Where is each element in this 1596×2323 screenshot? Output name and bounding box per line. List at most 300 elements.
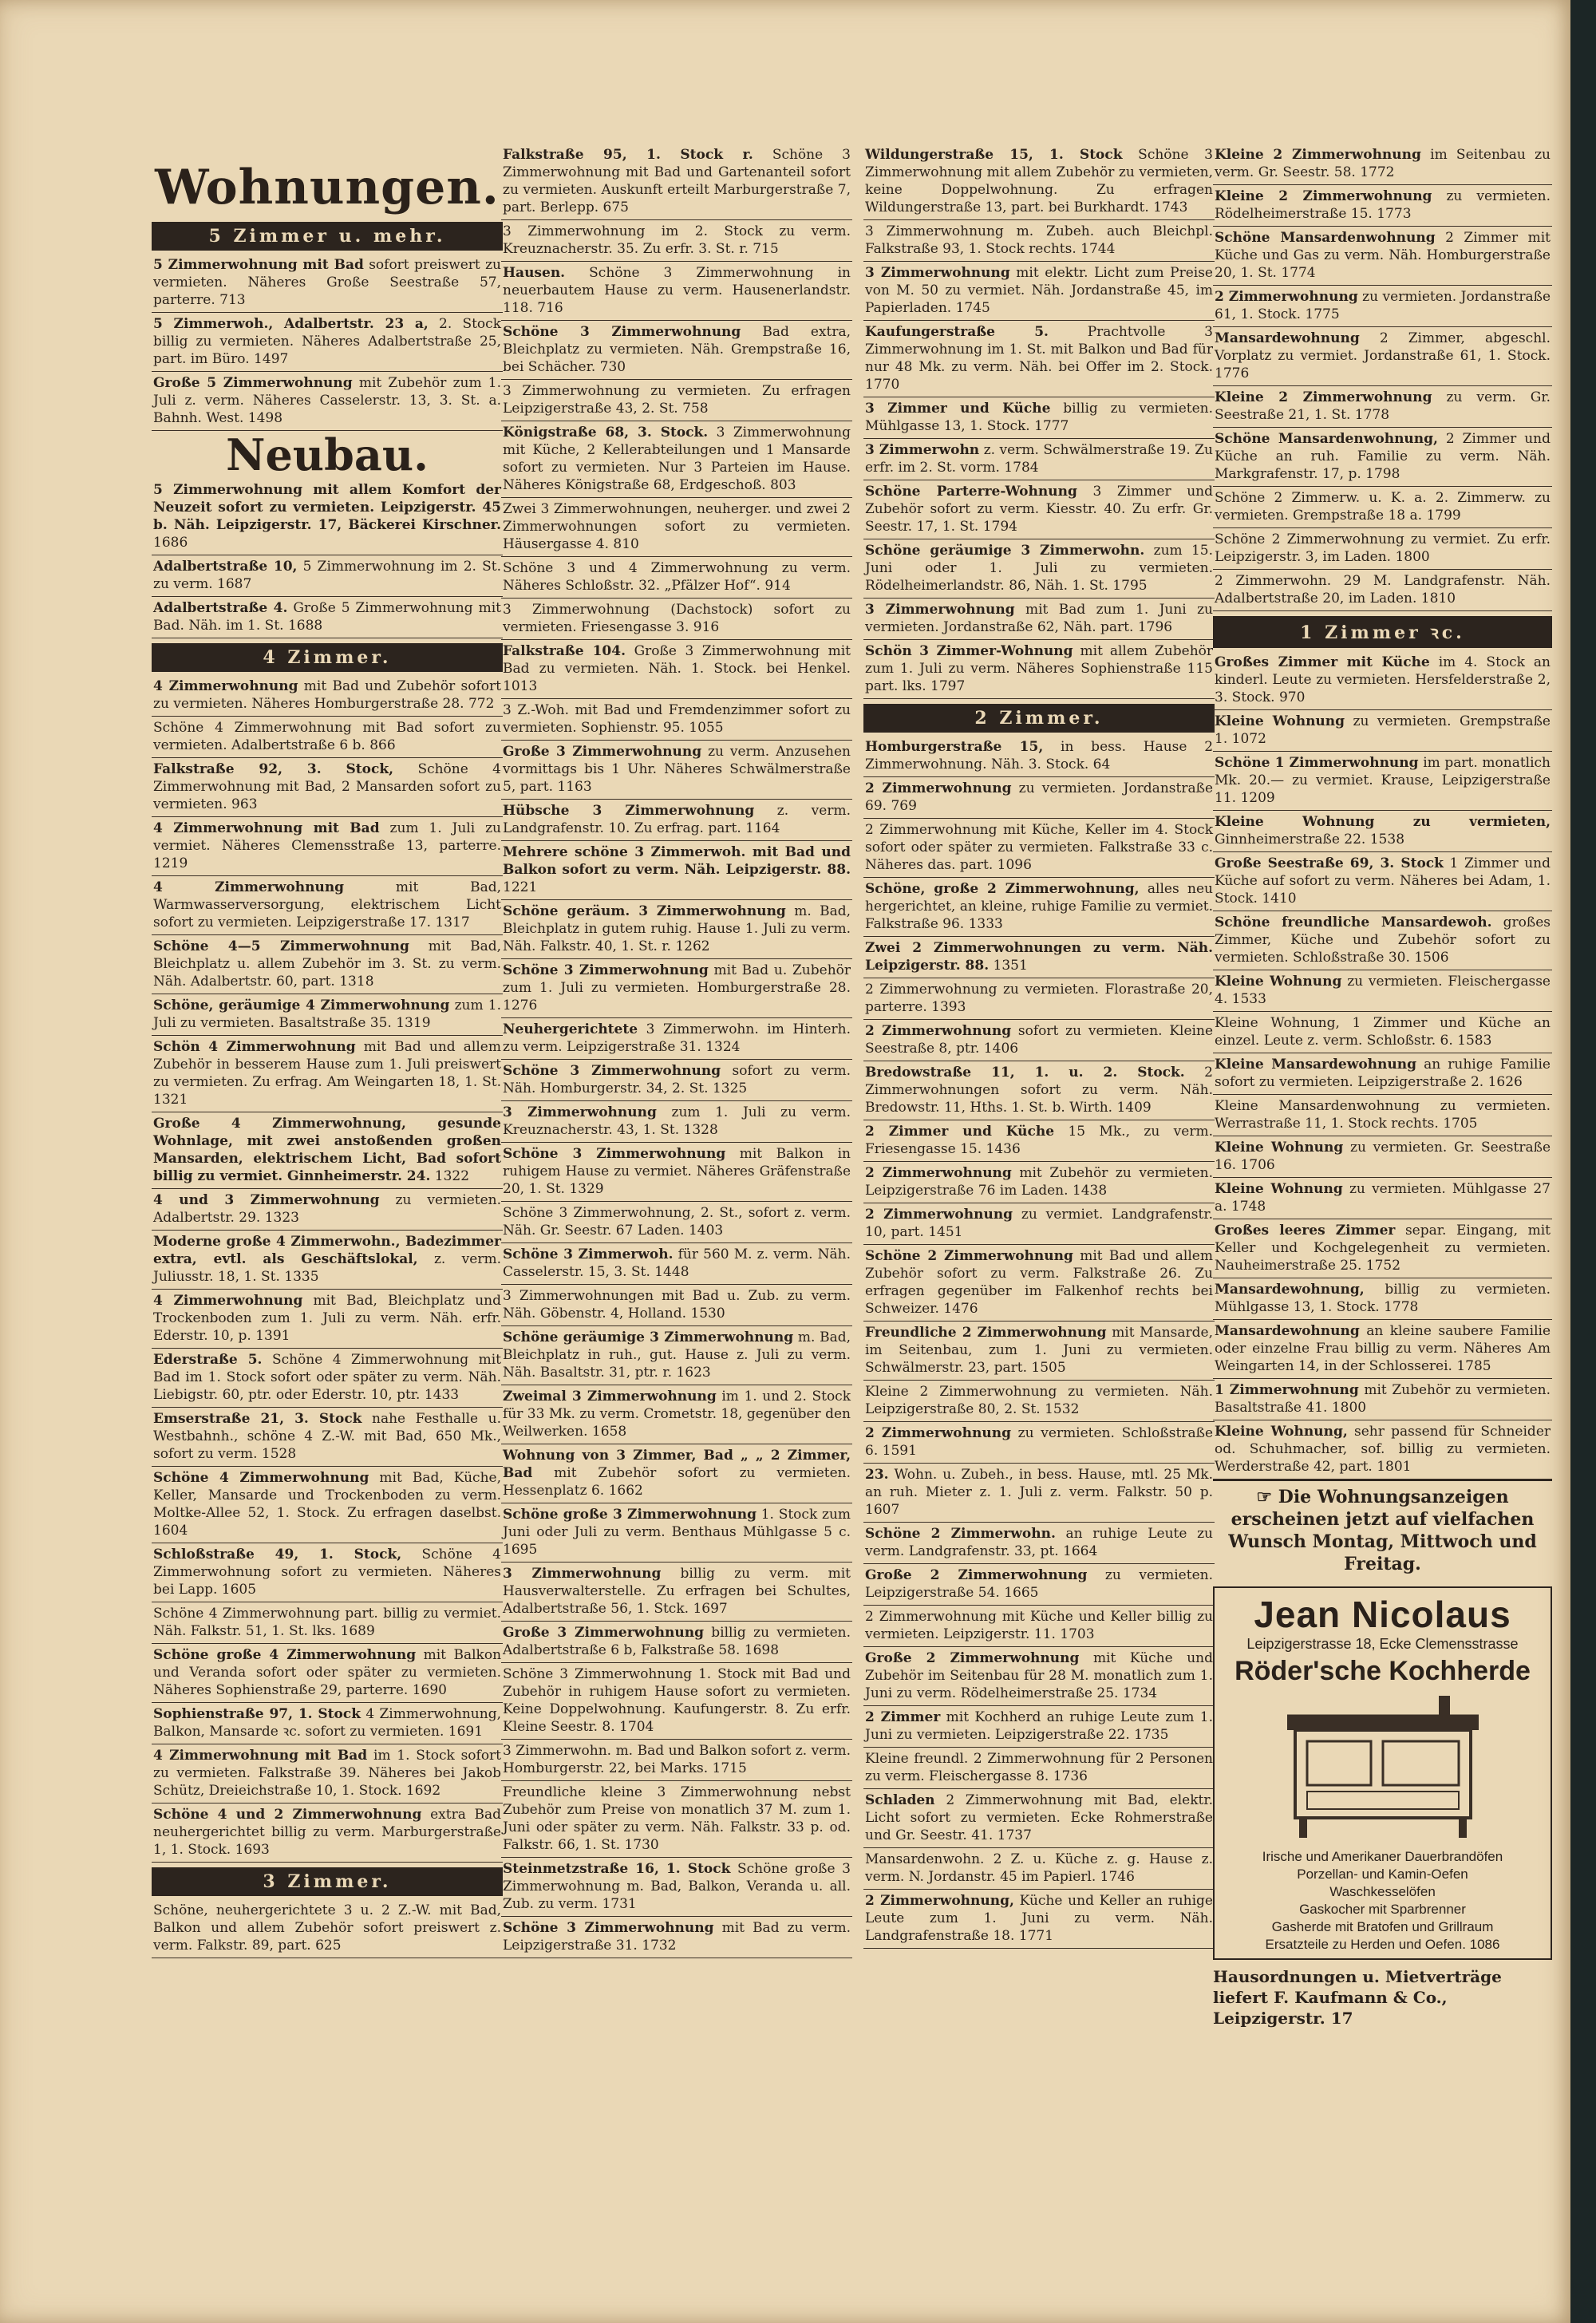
listing-heading: Schöne geräum. 3 Zimmerwohnung [503,903,786,919]
listing-text: Kleine freundl. 2 Zimmerwohnung für 2 Personen zu verm. Fleischergasse 8. 1736 [865,1751,1213,1784]
listing-text: m. Bad, Bleichplatz in ruh., gut. Hause z. Juli zu verm. Näh. Basaltstr. 31, ptr. r. 1623 [503,1329,851,1381]
ad-company-name: Jean Nicolaus [1254,1594,1511,1635]
listing-heading: 2 Zimmerwohnung [1215,289,1358,305]
listing [152,1644,503,1703]
listing-heading: Falkstraße 95, 1. Stock r. [503,147,753,163]
listing [863,1245,1215,1322]
listing-heading: Kleine Wohnung, [1215,1424,1348,1440]
listing [152,1543,503,1602]
listing-text: großes Zimmer, Küche und Zubehör sofort zu vermieten. Schloßstraße 30. 1506 [1215,915,1551,966]
advertisement-jean-nicolaus [1213,1586,1552,1960]
listing [1213,327,1552,386]
listing [863,439,1215,480]
listing-heading: Kleine Wohnung [1215,974,1342,990]
listing-heading: 23. [865,1467,889,1483]
listing-text: billig zu vermieten. Mühlgasse 13, 1. Stock. 1778 [1215,1282,1551,1315]
listing [863,819,1215,878]
listing-heading: Emserstraße 21, 3. Stock [153,1411,362,1427]
listing [152,1744,503,1803]
listing [863,1061,1215,1120]
listing-text: 3 Zimmerwohn. im Hinterh. zu verm. Leipzigerstraße 31. 1324 [503,1021,851,1055]
listing-text: Schöne 2 Zimmerw. u. K. a. 2. Zimmerw. zu vermieten. Grempstraße 18 a. 1799 [1215,490,1551,523]
listing [501,800,852,841]
listing-text: zu vermieten. Rödelheimerstraße 15. 1773 [1215,188,1551,222]
ads-neubau [152,479,503,638]
listing-text: extra Bad neuhergerichtet billig zu verm. Marburgerstraße 1, 1. Stock. 1693 [153,1807,502,1858]
listing-text: 3 Zimmerwohnungen mit Bad u. Zub. zu verm. Näh. Göbenstr. 4, Holland. 1530 [503,1288,851,1322]
listing [152,717,503,758]
section-header-5-zimmer: 5 Zimmer u. mehr. [152,222,503,251]
listing [863,220,1215,262]
listing-heading: 2 Zimmerwohnung [865,1165,1012,1181]
listing [1213,570,1552,611]
listing-heading: Schöne 4 Zimmerwohnung [153,1470,369,1486]
listing-text: mit Mansarde, im Seitenbau, zum 1. Juni zu vermieten. Schwälmerstr. 23, part. 1505 [865,1325,1213,1376]
listing-heading: Zwei 2 Zimmerwohnungen zu verm. Näh. Leipzigerstr. 88. [865,940,1213,974]
listing-text: Schöne 3 Zimmerwohnung, 2. St., sofort z. verm. Näh. Gr. Seestr. 67 Laden. 1403 [503,1205,851,1239]
listing-text: 3 Zimmerwohnung zu vermieten. Zu erfragen Leipzigerstraße 43, 2. St. 758 [503,383,851,417]
ad-line-2: Porzellan- und Kamin-Oefen [1297,1867,1468,1882]
ads-5-zimmer [152,254,503,431]
listing [1213,428,1552,487]
listing-text: mit Bad und allem Zubehör sofort zu verm. Falkstraße 26. Zu erfragen gegenüber im Falkenhof rechts bei Schweizer. 1476 [865,1248,1213,1317]
listing [863,736,1215,777]
ad-line-3: Waschkesselöfen [1329,1884,1436,1899]
column-1 [152,160,503,1958]
listing [863,321,1215,397]
listing [863,1120,1215,1162]
listing [152,555,503,597]
listing-text: mit Bad und allem Zubehör in besserem Hause zum 1. Juli preiswert zu vermieten. Zu erfrag. Am Weingarten 18, 1. St. 1321 [153,1039,501,1108]
listing-heading: Schöne Mansardenwohnung [1215,230,1436,246]
listing-heading: 2 Zimmerwohnung [865,780,1012,796]
listing-text: für 560 M. z. verm. Näh. Casselerstr. 15, 3. St. 1448 [503,1246,851,1280]
listing-text: Schöne 4 Zimmerwohnung part. billig zu vermiet. Näh. Falkstr. 51, 1. St. lks. 1689 [153,1606,501,1639]
listing-text: Schöne 3 Zimmerwohnung 1. Stock mit Bad und Zubehör in ruhigem Hause sofort zu vermieten. Keine Doppelwohnung. Kaufungerstr. 8. Zu erfr. Kleine Seestr. 8. 1704 [503,1666,851,1735]
listing-text: Schöne 4 Zimmerwohnung mit Bad, 2 Mansarden sofort zu vermieten. 963 [153,761,501,812]
listing-text: 1686 [153,535,188,551]
listing-heading: Königstraße 68, 3. Stock. [503,425,709,441]
listing-text: 2 Zimmer, abgeschl. Vorplatz zu vermiet. Jordanstraße 61, 1. Stock. 1776 [1215,330,1551,381]
listing-text: zu vermieten. Schloßstraße 6. 1591 [865,1425,1214,1459]
listing [152,1189,503,1231]
listing [501,1143,852,1202]
listing-heading: 5 Zimmerwohnung mit allem Komfort der Neuzeit sofort zu vermieten. Leipzigerstr. 45 b. Näh. Leipzigerstr. 17, Bäckerei Kirschner. [153,482,501,533]
listing-text: sehr passend für Schneider od. Schuhmacher, sof. billig zu vermieten. Werderstraße 42, part. 1801 [1215,1424,1551,1475]
listing [1213,286,1552,327]
listing-text: 3 Z.-Woh. mit Bad und Fremdenzimmer sofort zu vermieten. Sophienstr. 95. 1055 [503,702,851,736]
listing [1213,528,1552,570]
listing-text: Schöne 4 Zimmerwohnung sofort zu vermieten. Näheres bei Lapp. 1605 [153,1547,501,1598]
listing-text: zu vermieten. Jordanstraße 61, 1. Stock. 1775 [1215,289,1551,322]
listing-text: 5 Zimmerwohnung im 2. St. zu verm. 1687 [153,559,501,592]
listing [501,841,852,900]
listing [501,1917,852,1958]
listing-text: zu verm. Gr. Seestraße 21, 1. St. 1778 [1215,389,1551,423]
listing [1213,487,1552,528]
listing [501,640,852,699]
listing-text: 1221 [503,879,538,895]
listing-heading: Kleine 2 Zimmerwohnung [1215,389,1432,405]
listing [863,1606,1215,1647]
ad-address: Leipzigerstrasse 18, Ecke Clemensstrasse [1246,1636,1519,1652]
listing-heading: Falkstraße 92, 3. Stock, [153,761,394,777]
listing-text: z. verm. Landgrafenstr. 10. Zu erfrag. part. 1164 [503,803,851,836]
listing-text: mit Bad, Warmwasserversorgung, elektrischem Licht sofort zu vermieten. Leipzigerstraße 17. 1317 [153,879,501,930]
listing-text: 1351 [993,958,1028,974]
page-title: Wohnungen. [155,160,500,215]
listing-heading: 3 Zimmerwohnung [503,1104,657,1120]
listing-text: Zwei 3 Zimmerwohnungen, neuherger. und zwei 2 Zimmerwohnungen sofort zu vermieten. Häusergasse 4. 810 [503,501,851,552]
listing [1213,185,1552,227]
listing-heading: Großes leeres Zimmer [1215,1223,1396,1239]
listing [152,372,503,431]
listing-text: mit Kochherd an ruhige Leute zum 1. Juni zu vermieten. Leipzigerstraße 22. 1735 [865,1709,1213,1743]
listing-text: zum 1. Juli zu vermieten. Basaltstraße 35. 1319 [153,998,501,1031]
listing [152,1349,503,1408]
listing-text: mit Zubehör zu vermieten. Basaltstraße 41. 1800 [1215,1382,1551,1416]
listing-heading: Freundliche 2 Zimmerwohnung [865,1325,1107,1341]
listing [863,262,1215,321]
listing-heading: Mehrere schöne 3 Zimmerwoh. mit Bad und Balkon sofort zu verm. Näh. Leipzigerstr. 88. [503,844,851,878]
listing [501,380,852,421]
listing [501,1243,852,1285]
listing-text: zum 1. Juli zu verm. Kreuznacherstr. 43, 1. St. 1328 [503,1104,851,1138]
listing [1213,911,1552,970]
listing-text: zum 1. Juli zu vermiet. Näheres Clemensstraße 13, parterre. 1219 [153,820,501,871]
listing-text: 3 Zimmerwohnung mit Küche, 2 Kellerabteilungen und 1 Mansarde sofort zu vermieten. Nur 3 Parteien im Hause. Näheres Königstraße 68, Erdgeschoß. 803 [503,425,851,493]
listing [501,262,852,321]
listing-heading: 5 Zimmerwohnung mit Bad [153,257,364,273]
listing-heading: 4 und 3 Zimmerwohnung [153,1192,380,1208]
column-2 [501,144,852,1958]
section-header-4-zimmer: 4 Zimmer. [152,643,503,672]
listing-heading: Kleine 2 Zimmerwohnung [1215,147,1421,163]
listing-text: zu vermiet. Landgrafenstr. 10, part. 1451 [865,1207,1214,1240]
listing-heading: Große 3 Zimmerwohnung [503,744,702,760]
listing-text: im Seitenbau zu verm. Gr. Seestr. 58. 1772 [1215,147,1551,180]
notice-text: Die Wohnungsanzeigen erscheinen jetzt auf vielfachen Wunsch Montag, Mittwoch und Freitag. [1228,1487,1537,1574]
listing-text: 2 Zimmerwohnung mit Bad, elektr. Licht sofort zu vermieten. Ecke Rohmerstraße und Gr. Seestr. 41. 1737 [865,1792,1214,1843]
listing-text: Große 5 Zimmerwohnung mit Bad. Näh. im 1. St. 1688 [153,600,501,634]
listing-heading: Homburgerstraße 15, [865,739,1044,755]
listing-text: 2 Zimmer und Küche an ruh. Familie zu verm. Näh. Markgrafenstr. 17, p. 1798 [1215,431,1551,482]
listing [1213,752,1552,811]
listing [863,1464,1215,1523]
listing [152,1036,503,1112]
listing-text: zu verm. Anzusehen vormittags bis 1 Uhr. Näheres Schwälmerstraße 5, part. 1163 [503,744,851,795]
listing-text: im part. monatlich Mk. 20.— zu vermiet. Krause, Leipzigerstraße 11. 1209 [1215,755,1551,806]
listing-heading: Mansardewohnung, [1215,1282,1365,1298]
listing [501,699,852,741]
listing-text: zu vermieten. Adalbertstr. 29. 1323 [153,1192,501,1226]
listing-heading: Große 4 Zimmerwohnung, gesunde Wohnlage, mit zwei anstoßenden großen Mansarden, elektrischem Licht, Bad sofort billig zu vermiet. Ginnheimerstr. 24. [153,1116,501,1184]
listing [501,1202,852,1243]
listing [863,397,1215,439]
listing [1213,651,1552,710]
listing-heading: Zweimal 3 Zimmerwohnung [503,1389,717,1404]
listing-text: sofort preiswert zu vermieten. Näheres Große Seestraße 57, parterre. 713 [153,257,501,308]
listing [152,597,503,638]
listing-heading: Schöne 3 Zimmerwohnung [503,962,709,978]
listing-heading: Schöne geräumige 3 Zimmerwohn. [865,543,1145,559]
listing [152,1290,503,1349]
listing-text: 1 Zimmer und Küche auf sofort zu verm. Näheres bei Adam, 1. Stock. 1410 [1215,855,1551,907]
listing-text: 15 Mk., zu verm. Friesengasse 15. 1436 [865,1124,1213,1157]
listing [501,1444,852,1503]
listing-text: Schöne 3 Zimmerwohnung mit Bad und Gartenanteil sofort zu vermieten. Auskunft erteilt Marburgerstraße 7, part. Berlepp. 675 [503,147,851,215]
listing-heading: Schöne große 4 Zimmerwohnung [153,1647,417,1663]
listing-text: mit Bad, Küche, Keller, Mansarde und Trockenboden zu verm. Moltke-Allee 52, 1. Stock. Zu erfragen daselbst. 1604 [153,1470,501,1539]
listing-heading: 2 Zimmerwohnung [865,1425,1011,1441]
section-header-3-zimmer: 3 Zimmer. [152,1867,503,1896]
listing-text: zu vermieten. Fleischergasse 4. 1533 [1215,974,1551,1007]
listing [501,1858,852,1917]
listing [501,900,852,959]
listing [501,741,852,800]
listing [152,1703,503,1744]
listing-text: 2 Zimmerwohnung mit Küche und Keller billig zu vermieten. Leipzigerstr. 11. 1703 [865,1609,1213,1642]
stove-illustration [1263,1692,1503,1843]
listing-heading: 3 Zimmerwohnung [865,265,1010,281]
listing-text: 2 Zimmerwohnung mit Küche, Keller im 4. Stock sofort oder später zu vermieten. Falkstraße 33 c. Näheres das. part. 1096 [865,822,1213,873]
listing-heading: Ederstraße 5. [153,1352,263,1368]
listing-heading: Schöne 3 Zimmerwoh. [503,1246,674,1262]
listing-text: mit Zubehör zum 1. Juli z. verm. Näheres Casselerstr. 13, 3. St. a. Bahnh. West. 1498 [153,375,501,426]
listing [152,313,503,372]
listing [501,1018,852,1060]
listing [863,1381,1215,1422]
listing-text: 3 Zimmerwohnung (Dachstock) sofort zu vermieten. Friesengasse 3. 916 [503,602,851,635]
listing-heading: Wildungerstraße 15, 1. Stock [865,147,1123,163]
listing [501,1562,852,1622]
listing-text: mit Küche und Zubehör im Seitenbau für 28 M. monatlich zum 1. Juni zu verm. Rödelheimerstraße 25. 1734 [865,1650,1213,1701]
listing-heading: Schöne freundliche Mansardewoh. [1215,915,1492,930]
listing-heading: Kleine Wohnung [1215,1140,1344,1156]
listing-heading: Kleine 2 Zimmerwohnung [1215,188,1432,204]
listing-heading: Wohnung von 3 Zimmer, Bad „ „ 2 Zimmer, Bad [503,1448,851,1481]
listing [1213,1278,1552,1320]
listing-text: alles neu hergerichtet, an kleine, ruhige Familie zu vermiet. Falkstraße 96. 1333 [865,881,1213,932]
listing-heading: 4 Zimmerwohnung mit Bad [153,820,380,836]
listing [1213,970,1552,1012]
listing [501,557,852,599]
listing [501,498,852,557]
listing [152,817,503,876]
listing-text: mit Balkon und Veranda sofort oder später zu vermieten. Näheres Sophienstraße 29, parterre. 1690 [153,1647,502,1698]
listing-text: Schöne, neuhergerichtete 3 u. 2 Z.-W. mit Bad, Balkon und allem Zubehör sofort preiswert z. verm. Falkstr. 89, part. 625 [153,1902,501,1954]
listing-text: Schöne 4 Zimmerwohnung mit Bad im 1. Stock sofort oder später zu verm. Näh. Liebigstr. 60, ptr. oder Ederstr. 10, ptr. 1433 [153,1352,502,1403]
listing-heading: Hausen. [503,265,566,281]
listing [1213,710,1552,752]
listing-text: mit Bad, Bleichplatz und Trockenboden zum 1. Juli zu verm. Näh. erfr. Ederstr. 10, p. 1391 [153,1293,501,1344]
listing-text: z. verm. Schwälmerstraße 19. Zu erfr. im 2. St. vorm. 1784 [865,442,1213,476]
listing-heading: Schöne 3 Zimmerwohnung [503,324,741,340]
listing [863,539,1215,599]
listing-text: sofort zu verm. Näh. Homburgerstr. 34, 2. St. 1325 [503,1063,851,1096]
listing-text: 2 Zimmerwohnung zu vermieten. Florastraße 20, parterre. 1393 [865,982,1213,1015]
listing-text: Schöne 4 Zimmerwohnung mit Bad sofort zu vermieten. Adalbertstraße 6 b. 866 [153,720,501,753]
listing-text: 3 Zimmerwohnung im 2. Stock zu verm. Kreuznacherstr. 35. Zu erfr. 3. St. r. 715 [503,223,851,257]
listing-heading: Schöne 3 Zimmerwohnung [503,1063,721,1079]
ad-line-1: Irische und Amerikaner Dauerbrandöfen [1262,1849,1503,1864]
ads-3-zimmer-start [152,1899,503,1958]
listing [863,1322,1215,1381]
listing-heading: 2 Zimmerwohnung [865,1207,1013,1223]
listing-text: mit allem Zubehör zum 1. Juli zu verm. Näheres Sophienstraße 115 part. lks. 1797 [865,643,1214,694]
listing-heading: 3 Zimmerwohnung [865,602,1015,618]
listing-text: Prachtvolle 3 Zimmerwohnung im 1. St. mit Balkon und Bad für nur 48 Mk. zu verm. Näh. bei Offer im 2. Stock. 1770 [865,324,1213,393]
listing-heading: 1 Zimmerwohnung [1215,1382,1359,1398]
listing-text: z. verm. Juliusstr. 18, 1. St. 1335 [153,1251,501,1285]
listing-heading: Schladen [865,1792,935,1808]
listing-text: 3 Zimmerwohn. m. Bad und Balkon sofort z. verm. Homburgerstr. 22, bei Marks. 1715 [503,1743,851,1776]
listing [501,321,852,380]
listing [152,254,503,313]
book-binding [1570,0,1596,2323]
listing-heading: Schöne 3 Zimmerwohnung [503,1146,726,1162]
listing-text: Freundliche kleine 3 Zimmerwohnung nebst Zubehör zum Preise von monatlich 37 M. zum 1. Juni oder später zu verm. Näh. Falkstr. 33 p. od. Falkstr. 66, 1. St. 1730 [503,1784,851,1853]
listing-text: 1322 [434,1168,470,1184]
listing-text: billig zu vermieten. Adalbertstraße 6 b, Falkstraße 58. 1698 [503,1625,851,1658]
listing [863,1162,1215,1203]
ads-3-zimmer [501,144,852,1958]
listing-heading: Schöne 2 Zimmerwohn. [865,1526,1056,1542]
listing-text: Bad extra, Bleichplatz zu vermieten. Näh. Grempstraße 16, bei Schächer. 730 [503,324,851,375]
listing-text: Wohn. u. Zubeh., in bess. Hause, mtl. 25 Mk. an ruh. Mieter z. 1. Juli z. verm. Falkstr. 50 p. 1607 [865,1467,1214,1518]
listing-text: zu vermieten. Gr. Seestraße 16. 1706 [1215,1140,1551,1173]
listing [152,1899,503,1958]
ads-2-zimmer-cont [1213,144,1552,611]
listing-heading: Schön 4 Zimmerwohnung [153,1039,356,1055]
listing [863,777,1215,819]
listing [501,1285,852,1326]
listing [1213,1379,1552,1420]
listing-text: 2. Stock billig zu vermieten. Näheres Adalbertstraße 25, part. im Büro. 1497 [153,316,501,367]
listing [863,599,1215,640]
listing [863,480,1215,539]
listing-text: Ginnheimerstraße 22. 1538 [1215,832,1405,847]
listing [1213,1053,1552,1095]
column-3 [863,144,1215,1949]
listing-text: zu vermieten. Jordanstraße 69. 769 [865,780,1213,814]
listing-text: Schöne 3 Zimmerwohnung in neuerbautem Hause zu verm. Hausenerlandstr. 118. 716 [503,265,851,316]
listing-heading: Schöne, geräumige 4 Zimmerwohnung [153,998,450,1013]
listing-heading: Schöne Parterre-Wohnung [865,484,1077,500]
ads-3-zimmer-cont [863,144,1215,699]
listing [501,959,852,1018]
listing [1213,386,1552,428]
listing [863,1647,1215,1706]
listing [501,144,852,220]
listing [863,1890,1215,1949]
listing [152,758,503,817]
listing [1213,1012,1552,1053]
listing-text: sofort zu vermieten. Kleine Seestraße 8, ptr. 1406 [865,1023,1214,1057]
ads-4-zimmer [152,675,503,1863]
listing-text: zu vermieten. Mühlgasse 27 a. 1748 [1215,1181,1551,1215]
listing [152,935,503,994]
listing [863,1748,1215,1789]
listing-text: Kleine Wohnung, 1 Zimmer und Küche an einzel. Leute z. verm. Schloßstr. 6. 1583 [1215,1015,1551,1049]
listing-text: an ruhige Leute zu verm. Landgrafenstr. 33, pt. 1664 [865,1526,1213,1559]
listing [501,421,852,498]
listing-text: separ. Eingang, mit Keller und Kochgelegenheit zu vermieten. Nauheimerstraße 25. 1752 [1215,1223,1551,1274]
ad-line-4: Gaskocher mit Sparbrenner [1299,1902,1466,1917]
listing [863,878,1215,937]
listing [152,876,503,935]
ad-line-5: Gasherde mit Bratofen und Grillraum [1271,1919,1494,1934]
listing [501,599,852,640]
listing [863,1564,1215,1606]
listing [152,479,503,555]
listing-heading: Schöne 4—5 Zimmerwohnung [153,938,409,954]
listing-heading: Schöne 2 Zimmerwohnung [865,1248,1073,1264]
listing [1213,1219,1552,1278]
listing [1213,852,1552,911]
listing-heading: Steinmetzstraße 16, 1. Stock [503,1861,731,1877]
listing-text: im 1. und 2. Stock für 33 Mk. zu verm. Crometstr. 18, gegenüber den Weilwerken. 1658 [503,1389,851,1440]
section-header-2-zimmer: 2 Zimmer. [863,704,1215,733]
neubau-heading: Neubau. [226,429,429,480]
listing-heading: Schöne, große 2 Zimmerwohnung, [865,881,1140,897]
listing [152,1231,503,1290]
listing-heading: 5 Zimmerwoh., Adalbertstr. 23 a, [153,316,429,332]
listing-text: Schöne 2 Zimmerwohnung zu vermiet. Zu erfr. Leipzigerstr. 3, im Laden. 1800 [1215,531,1551,565]
listing-text: billig zu verm. mit Hausverwalterstelle. Zu erfragen bei Schultes, Adalbertstraße 56, 1. Stck. 1697 [503,1566,851,1617]
listing-heading: Adalbertstraße 4. [153,600,288,616]
listing-heading: Bredowstraße 11, 1. u. 2. Stock. [865,1065,1185,1081]
listing-heading: 4 Zimmerwohnung [153,879,345,895]
listing-text: Mansardenwohn. 2 Z. u. Küche z. g. Hause z. verm. N. Jordanstr. 45 im Papierl. 1746 [865,1851,1213,1885]
listing [152,1112,503,1189]
listing [152,1602,503,1644]
listing-text: mit Zubehör sofort zu vermieten. Hessenplatz 6. 1662 [503,1465,851,1499]
listing [1213,1178,1552,1219]
listing-text: mit Bad zu verm. Leipzigerstraße 31. 1732 [503,1920,851,1954]
listing [1213,1095,1552,1136]
listing-heading: Große 2 Zimmerwohnung [865,1567,1088,1583]
section-header-1-zimmer: 1 Zimmer ꝛc. [1213,616,1552,648]
notice-box [1213,1480,1552,1580]
listing-text: 2 Zimmerwohn. 29 M. Landgrafenstr. Näh. Adalbertstraße 20, im Laden. 1810 [1215,573,1551,606]
listing-heading: Kleine Wohnung [1215,713,1345,729]
listing-text: Schöne 3 Zimmerwohnung mit allem Zubehör zu vermieten, keine Doppelwohnung. Zu erfragen Wildungerstraße 13, part. bei Burkhardt. 1743 [865,147,1213,215]
listing-heading: Schöne große 3 Zimmerwohnung [503,1507,757,1523]
ads-2-zimmer [863,736,1215,1949]
listing [152,1408,503,1467]
listing-heading: Mansardewohnung [1215,330,1360,346]
listing-heading: 2 Zimmer [865,1709,941,1725]
listing-heading: Hübsche 3 Zimmerwohnung [503,803,755,819]
listing [501,1101,852,1143]
listing-text: mit Bad und Zubehör sofort zu vermieten. Näheres Homburgerstraße 28. 772 [153,678,501,712]
listing [501,1622,852,1663]
ads-1-zimmer [1213,651,1552,1480]
listing-text: mit Zubehör zu vermieten. Leipzigerstraße 76 im Laden. 1438 [865,1165,1213,1199]
listing-heading: Schön 3 Zimmer-Wohnung [865,643,1073,659]
listing-heading: Kleine Wohnung zu vermieten, [1215,814,1551,830]
ad-product: Röder'sche Kochherde [1235,1656,1531,1686]
listing [863,640,1215,699]
listing [501,1781,852,1858]
listing-heading: Schöne 3 Zimmerwohnung [503,1920,714,1936]
listing [863,144,1215,220]
listing-heading: 2 Zimmerwohnung [865,1023,1012,1039]
listing-heading: 3 Zimmerwohnung [503,1566,662,1582]
listing-text: im 4. Stock an kinderl. Leute zu vermieten. Hersfelderstraße 2, 3. Stock. 970 [1215,654,1551,705]
listing [501,1326,852,1385]
